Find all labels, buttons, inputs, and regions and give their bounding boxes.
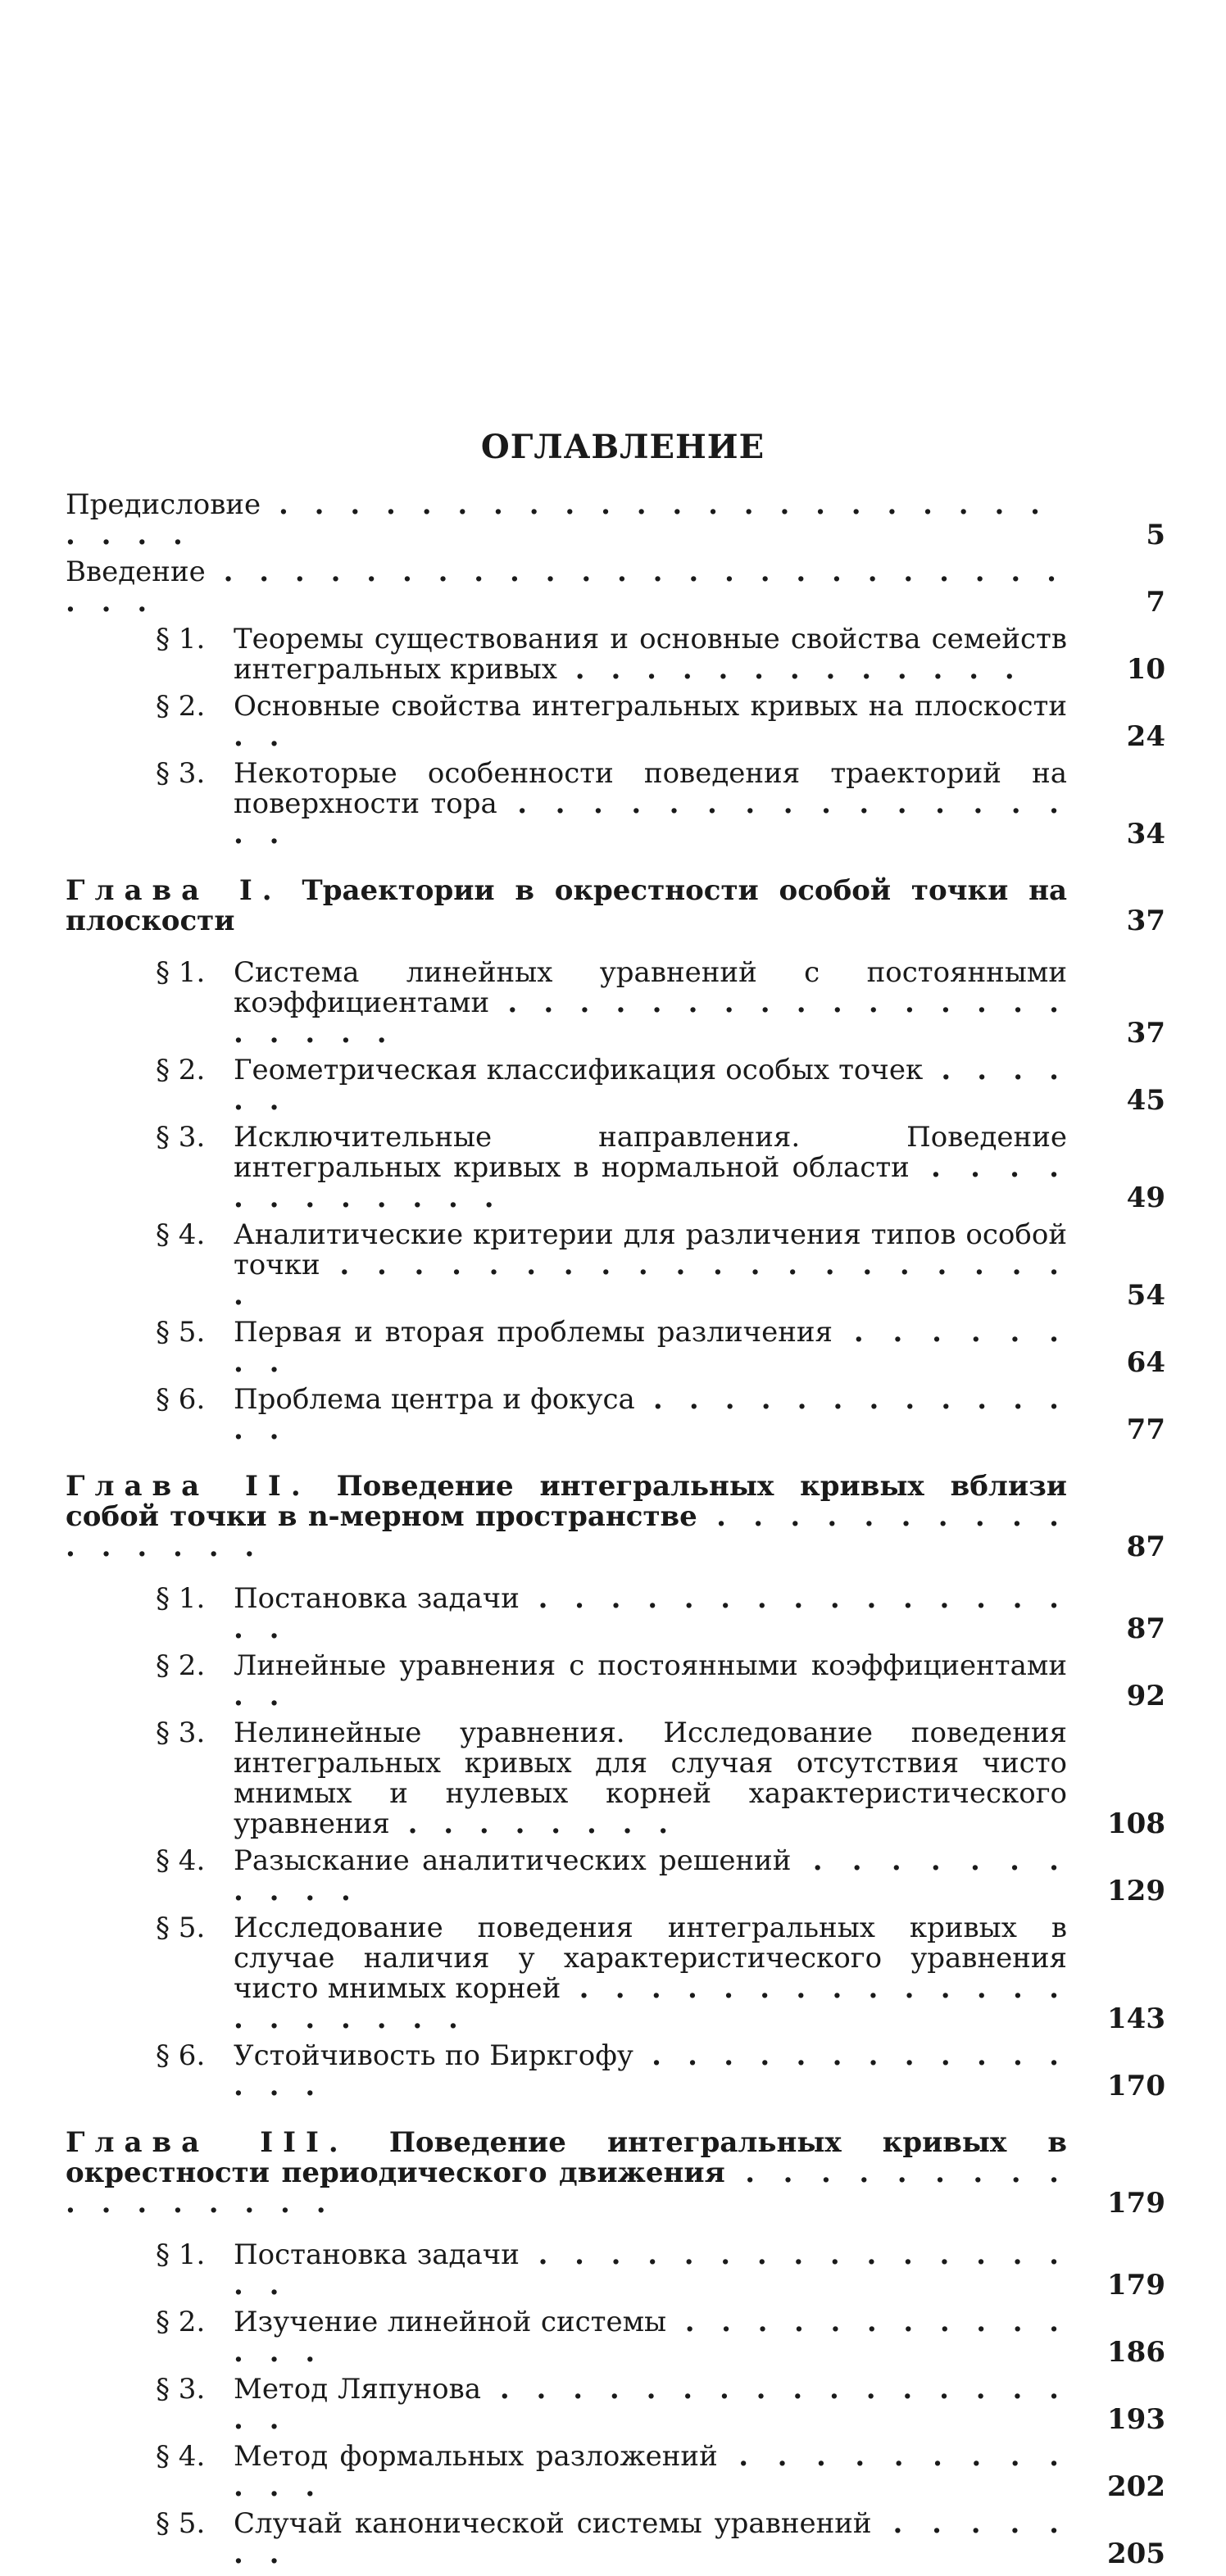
toc-section[interactable]: § 2. Геометрическая классификация особых точек . . . . . . 45 bbox=[156, 1054, 1165, 1117]
section-title: Линейные уравнения с постоянными коэффициентами bbox=[234, 1649, 1067, 1682]
section-number: § 4. bbox=[156, 1844, 206, 1877]
toc-section[interactable]: § 4. Метод формальных разложений . . . . . . . . . . . . 202 bbox=[156, 2440, 1165, 2503]
section-title: Основные свойства интегральных кривых на плоскости bbox=[234, 690, 1067, 723]
section-number: § 6. bbox=[156, 1383, 206, 1416]
section-number: § 3. bbox=[156, 1717, 206, 1749]
chapter-title: Поведение интегральных кривых в окрестности периодического движения bbox=[66, 2126, 1067, 2189]
toc-section[interactable]: § 5. Исследование поведения интегральных кривых в случае наличия у характеристического уравнения чисто мнимых корней . . . . . . . . . . . . . . . . . . . . . 143 bbox=[156, 1912, 1165, 2035]
section-title: Постановка задачи bbox=[234, 1582, 520, 1615]
section-page: 37 bbox=[1126, 1017, 1165, 1050]
section-title: Метод формальных разложений bbox=[234, 2440, 718, 2473]
section-number: § 2. bbox=[156, 1054, 206, 1086]
toc-section[interactable]: § 1. Теоремы существования и основные свойства семейств интегральных кривых . . . . . . . . . . . . . 10 bbox=[156, 623, 1165, 686]
section-page: 202 bbox=[1107, 2470, 1165, 2503]
table-of-contents bbox=[66, 490, 1165, 2576]
toc-section[interactable]: § 3. Исключительные направления. Поведение интегральных кривых в нормальной области . . . . . . . . . . . . 49 bbox=[156, 1121, 1165, 1214]
section-page: 205 bbox=[1107, 2537, 1165, 2570]
toc-section[interactable]: § 2. Линейные уравнения с постоянными коэффициентами . . 92 bbox=[156, 1649, 1165, 1712]
section-page: 49 bbox=[1126, 1181, 1165, 1214]
chapter-title: Поведение интегральных кривых вблизи собой точки в n-мерном пространстве bbox=[66, 1470, 1067, 1533]
entry-title: Предисловие bbox=[66, 488, 261, 521]
section-title: Аналитические критерии для различения типов особой точки bbox=[234, 1218, 1067, 1281]
toc-section[interactable]: § 1. Постановка задачи . . . . . . . . . . . . . . . . . 179 bbox=[156, 2238, 1165, 2302]
toc-section[interactable]: § 3. Нелинейные уравнения. Исследование поведения интегральных кривых для случая отсутствия чисто мнимых и нулевых корней характеристического уравнения . . . . . . . . 108 bbox=[156, 1717, 1165, 1840]
section-page: 34 bbox=[1126, 818, 1165, 850]
page-title: ОГЛАВЛЕНИЕ bbox=[480, 428, 765, 466]
entry-page: 5 bbox=[1146, 519, 1165, 551]
section-title: Случай канонической системы уравнений bbox=[234, 2507, 872, 2540]
toc-entry-preface[interactable]: Предисловие . . . . . . . . . . . . . . . . . . . . . . . . . . 5 bbox=[66, 488, 1165, 551]
chapter-page: 87 bbox=[1126, 1531, 1165, 1563]
section-title: Исключительные направления. Поведение интегральных кривых в нормальной области bbox=[234, 1121, 1067, 1184]
section-page: 24 bbox=[1126, 720, 1165, 753]
toc-section[interactable]: § 1. Постановка задачи . . . . . . . . . . . . . . . . . 87 bbox=[156, 1582, 1165, 1645]
section-number: § 6. bbox=[156, 2039, 206, 2072]
entry-title: Введение bbox=[66, 556, 206, 588]
section-title: Постановка задачи bbox=[234, 2238, 520, 2271]
section-page: 64 bbox=[1126, 1346, 1165, 1379]
chapter-label: Глава I. bbox=[66, 874, 282, 907]
entry-page: 7 bbox=[1146, 586, 1165, 619]
section-page: 10 bbox=[1126, 653, 1165, 686]
section-page: 45 bbox=[1126, 1084, 1165, 1117]
section-number: § 5. bbox=[156, 1912, 206, 1944]
section-page: 186 bbox=[1107, 2336, 1165, 2369]
section-title: Теоремы существования и основные свойства семейств интегральных кривых bbox=[234, 623, 1067, 686]
toc-section[interactable]: § 6. Устойчивость по Биркгофу . . . . . . . . . . . . . . . 170 bbox=[156, 2039, 1165, 2102]
toc-section[interactable]: § 1. Система линейных уравнений с постоянными коэффициентами . . . . . . . . . . . . . . . . . . . . . 37 bbox=[156, 956, 1165, 1050]
chapter-label: Глава II. bbox=[66, 1470, 311, 1503]
section-number: § 1. bbox=[156, 956, 206, 989]
toc-section[interactable]: § 3. Некоторые особенности поведения траекторий на поверхности тора . . . . . . . . . . . . . . . . . 34 bbox=[156, 757, 1165, 850]
section-page: 129 bbox=[1107, 1875, 1165, 1907]
section-title: Разыскание аналитических решений bbox=[234, 1844, 792, 1877]
section-page: 179 bbox=[1107, 2269, 1165, 2302]
section-number: § 1. bbox=[156, 1582, 206, 1615]
section-page: 54 bbox=[1126, 1279, 1165, 1312]
section-number: § 2. bbox=[156, 1649, 206, 1682]
toc-chapter-1[interactable] bbox=[66, 876, 1165, 937]
toc-section[interactable]: § 3. Метод Ляпунова . . . . . . . . . . . . . . . . . . 193 bbox=[156, 2373, 1165, 2436]
chapter-page: 179 bbox=[1107, 2187, 1165, 2220]
section-title: Первая и вторая проблемы различения bbox=[234, 1316, 833, 1349]
section-number: § 3. bbox=[156, 1121, 206, 1154]
toc-section[interactable]: § 5. Первая и вторая проблемы различения . . . . . . . . 64 bbox=[156, 1316, 1165, 1379]
section-page: 143 bbox=[1107, 2002, 1165, 2035]
toc-section[interactable]: § 4. Аналитические критерии для различения типов особой точки . . . . . . . . . . . . . . . . . . . . . 54 bbox=[156, 1218, 1165, 1312]
chapter-label: Глава III. bbox=[66, 2126, 348, 2159]
section-title: Некоторые особенности поведения траекторий на поверхности тора bbox=[234, 757, 1067, 820]
section-title: Устойчивость по Биркгофу bbox=[234, 2039, 633, 2072]
section-title: Нелинейные уравнения. Исследование поведения интегральных кривых для случая отсутствия чисто мнимых и нулевых корней характеристического уравнения bbox=[234, 1717, 1067, 1840]
section-title: Изучение линейной системы bbox=[234, 2306, 667, 2338]
toc-section[interactable]: § 5. Случай канонической системы уравнений . . . . . . . 205 bbox=[156, 2507, 1165, 2570]
toc-chapter-3[interactable]: Глава III. Поведение интегральных кривых в окрестности периодического движения . . . . . . . . . . . . . . . . . 179 bbox=[66, 2126, 1165, 2220]
section-title: Система линейных уравнений с постоянными коэффициентами bbox=[234, 956, 1067, 1019]
section-title: Исследование поведения интегральных кривых в случае наличия у характеристического уравнения чисто мнимых корней bbox=[234, 1912, 1067, 2005]
section-page: 92 bbox=[1126, 1680, 1165, 1712]
toc-entry-introduction[interactable]: Введение . . . . . . . . . . . . . . . . . . . . . . . . . . . 7 bbox=[66, 556, 1165, 619]
section-number: § 4. bbox=[156, 1218, 206, 1251]
chapter-title: Траектории в окрестности особой точки на плоскости bbox=[66, 874, 1067, 937]
chapter-page: 37 bbox=[1126, 905, 1165, 937]
toc-section[interactable]: § 6. Проблема центра и фокуса . . . . . . . . . . . . . . 77 bbox=[156, 1383, 1165, 1446]
section-number: § 2. bbox=[156, 690, 206, 723]
section-page: 193 bbox=[1107, 2403, 1165, 2436]
section-page: 108 bbox=[1107, 1807, 1165, 1840]
section-number: § 5. bbox=[156, 2507, 206, 2540]
section-number: § 3. bbox=[156, 2373, 206, 2406]
toc-section[interactable]: § 4. Разыскание аналитических решений . . . . . . . . . . . 129 bbox=[156, 1844, 1165, 1907]
section-number: § 4. bbox=[156, 2440, 206, 2473]
section-title: Геометрическая классификация особых точек bbox=[234, 1054, 924, 1086]
toc-chapter-2[interactable]: Глава II. Поведение интегральных кривых вблизи собой точки в n-мерном пространстве . . . . . . . . . . . . . . . . 87 bbox=[66, 1470, 1165, 1563]
section-number: § 5. bbox=[156, 1316, 206, 1349]
section-page: 170 bbox=[1107, 2070, 1165, 2102]
section-number: § 1. bbox=[156, 623, 206, 655]
section-number: § 2. bbox=[156, 2306, 206, 2338]
section-page: 77 bbox=[1126, 1413, 1165, 1446]
toc-section[interactable]: § 2. Изучение линейной системы . . . . . . . . . . . . . . 186 bbox=[156, 2306, 1165, 2369]
section-number: § 1. bbox=[156, 2238, 206, 2271]
section-number: § 3. bbox=[156, 757, 206, 790]
section-title: Проблема центра и фокуса bbox=[234, 1383, 635, 1416]
section-title: Метод Ляпунова bbox=[234, 2373, 481, 2406]
toc-section[interactable]: § 2. Основные свойства интегральных кривых на плоскости . . 24 bbox=[156, 690, 1165, 753]
section-page: 87 bbox=[1126, 1612, 1165, 1645]
